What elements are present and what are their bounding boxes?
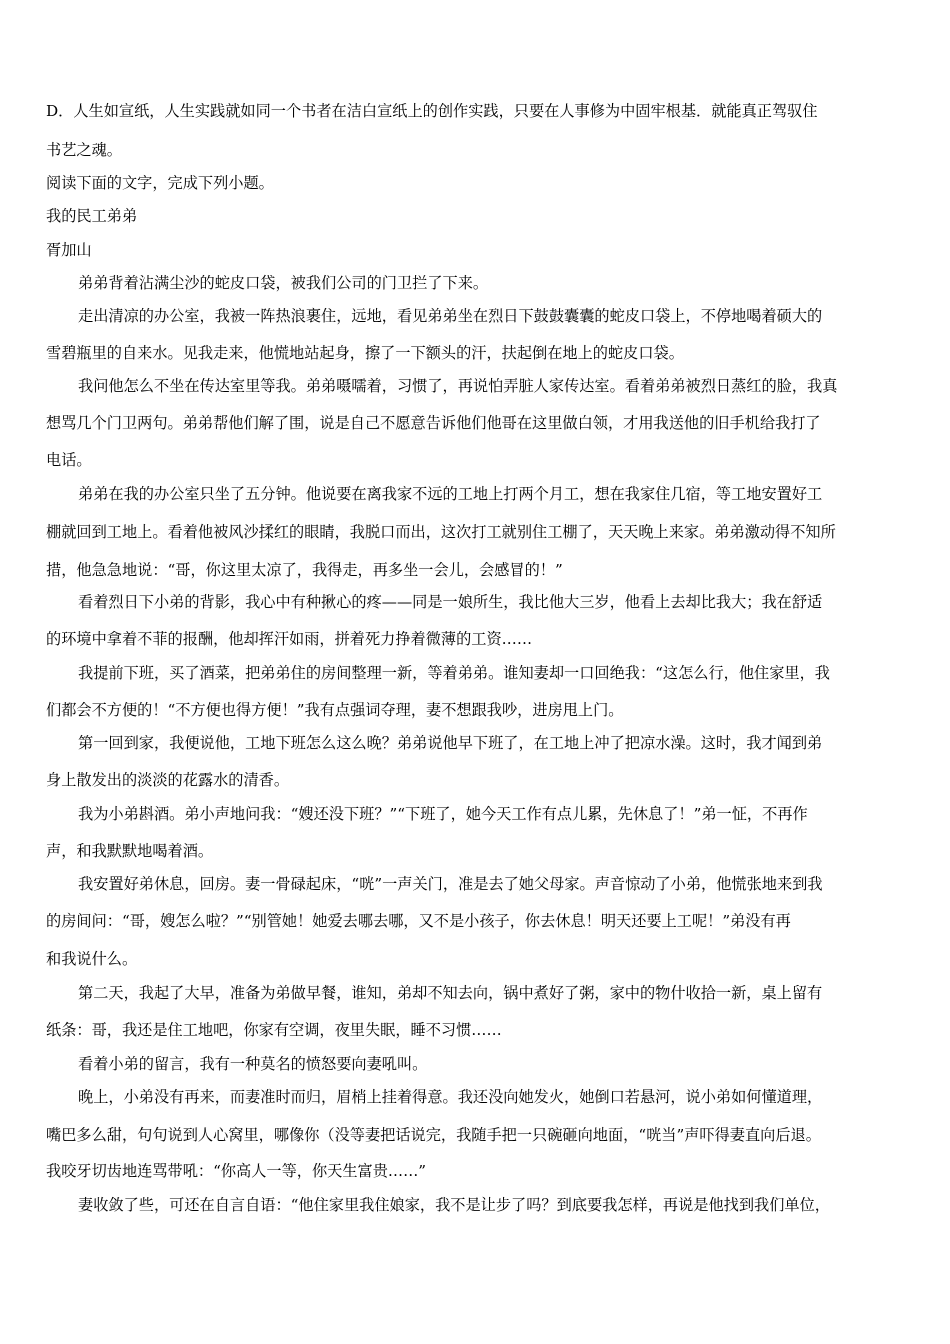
paragraph-line: 雪碧瓶里的自来水。见我走来，他慌地站起身，擦了一下额头的汗，扶起倒在地上的蛇皮口袋。 bbox=[46, 344, 684, 362]
paragraph-line: 看着小弟的留言，我有一种莫名的愤怒要向妻吼叫。 bbox=[78, 1055, 428, 1073]
option-d-line-2: 书艺之魂。 bbox=[46, 141, 122, 159]
paragraph-line: 电话。 bbox=[46, 451, 92, 469]
paragraph-line: 嘴巴多么甜，句句说到人心窝里，哪像你（没等妻把话说完，我随手把一只碗砸向地面，“咣当”声吓得妻直向后退。 bbox=[46, 1126, 821, 1144]
reading-instruction: 阅读下面的文字，完成下列小题。 bbox=[46, 174, 274, 192]
paragraph-line: 的环境中拿着不菲的报酬，他却挥汗如雨，拼着死力挣着微薄的工资…… bbox=[46, 630, 532, 648]
article-title: 我的民工弟弟 bbox=[46, 207, 138, 225]
paragraph-line: 们都会不方便的！“不方便也得方便！”我有点强词夺理，妻不想跟我吵，进房甩上门。 bbox=[46, 701, 624, 719]
paragraph-line: 妻收敛了些，可还在自言自语：“他住家里我住娘家，我不是让步了吗？到底要我怎样，再说是他找到我们单位， bbox=[78, 1196, 830, 1214]
paragraph-line: 纸条：哥，我还是住工地吧，你家有空调，夜里失眠，睡不习惯…… bbox=[46, 1021, 502, 1039]
paragraph-line: 看着烈日下小弟的背影，我心中有种揪心的疼——同是一娘所生，我比他大三岁，他看上去却比我大；我在舒适 bbox=[78, 593, 823, 611]
paragraph-line: 的房间问：“哥，嫂怎么啦？”“别管她！她爱去哪去哪，又不是小孩子，你去休息！明天还要上工呢！”弟没有再 bbox=[46, 912, 791, 930]
paragraph-line: 和我说什么。 bbox=[46, 950, 138, 968]
paragraph-line: 身上散发出的淡淡的花露水的清香。 bbox=[46, 771, 289, 789]
paragraph-line: 我咬牙切齿地连骂带吼：“你高人一等，你天生富贵……” bbox=[46, 1162, 427, 1180]
paragraph-line: 第二天，我起了大早，准备为弟做早餐，谁知，弟却不知去向，锅中煮好了粥，家中的物什收拾一新，桌上留有 bbox=[78, 984, 823, 1002]
article-author: 胥加山 bbox=[46, 241, 92, 259]
paragraph-line: 棚就回到工地上。看着他被风沙揉红的眼睛，我脱口而出，这次打工就别住工棚了，天天晚上来家。弟弟激动得不知所 bbox=[46, 523, 836, 541]
paragraph-line: 弟弟在我的办公室只坐了五分钟。他说要在离我家不远的工地上打两个月工，想在我家住几宿，等工地安置好工 bbox=[78, 485, 823, 503]
paragraph-line: 我为小弟斟酒。弟小声地问我：“嫂还没下班？”“下班了，她今天工作有点儿累，先休息了！”弟一怔，不再作 bbox=[78, 805, 808, 823]
paragraph-line: 想骂几个门卫两句。弟弟帮他们解了围，说是自己不愿意告诉他们他哥在这里做白领，才用我送他的旧手机给我打了 bbox=[46, 414, 821, 432]
option-d-line-1: D．人生如宣纸，人生实践就如同一个书者在洁白宣纸上的创作实践，只要在人事修为中固牢根基．就能真正驾驭住 bbox=[46, 102, 818, 120]
paragraph-line: 走出清凉的办公室，我被一阵热浪裹住，远地，看见弟弟坐在烈日下鼓鼓囊囊的蛇皮口袋上，不停地喝着硕大的 bbox=[78, 307, 823, 325]
paragraph-line: 第一回到家，我便说他，工地下班怎么这么晚？弟弟说他早下班了，在工地上冲了把凉水澡。这时，我才闻到弟 bbox=[78, 734, 823, 752]
paragraph-line: 我提前下班，买了酒菜，把弟弟住的房间整理一新，等着弟弟。谁知妻却一口回绝我：“这怎么行，他住家里，我 bbox=[78, 664, 830, 682]
paragraph-line: 我安置好弟休息，回房。妻一骨碌起床，“咣”一声关门，准是去了她父母家。声音惊动了小弟，他慌张地来到我 bbox=[78, 875, 823, 893]
paragraph-line: 措，他急急地说：“哥，你这里太凉了，我得走，再多坐一会儿，会感冒的！” bbox=[46, 561, 563, 579]
paragraph-line: 弟弟背着沾满尘沙的蛇皮口袋，被我们公司的门卫拦了下来。 bbox=[78, 274, 489, 292]
paragraph-line: 声，和我默默地喝着酒。 bbox=[46, 842, 214, 860]
paragraph-line: 我问他怎么不坐在传达室里等我。弟弟嗫嚅着，习惯了，再说怕弄脏人家传达室。看着弟弟被烈日蒸红的脸，我真 bbox=[78, 377, 838, 395]
paragraph-line: 晚上，小弟没有再来，而妻准时而归，眉梢上挂着得意。我还没向她发火，她倒口若悬河，说小弟如何懂道理， bbox=[78, 1088, 823, 1106]
